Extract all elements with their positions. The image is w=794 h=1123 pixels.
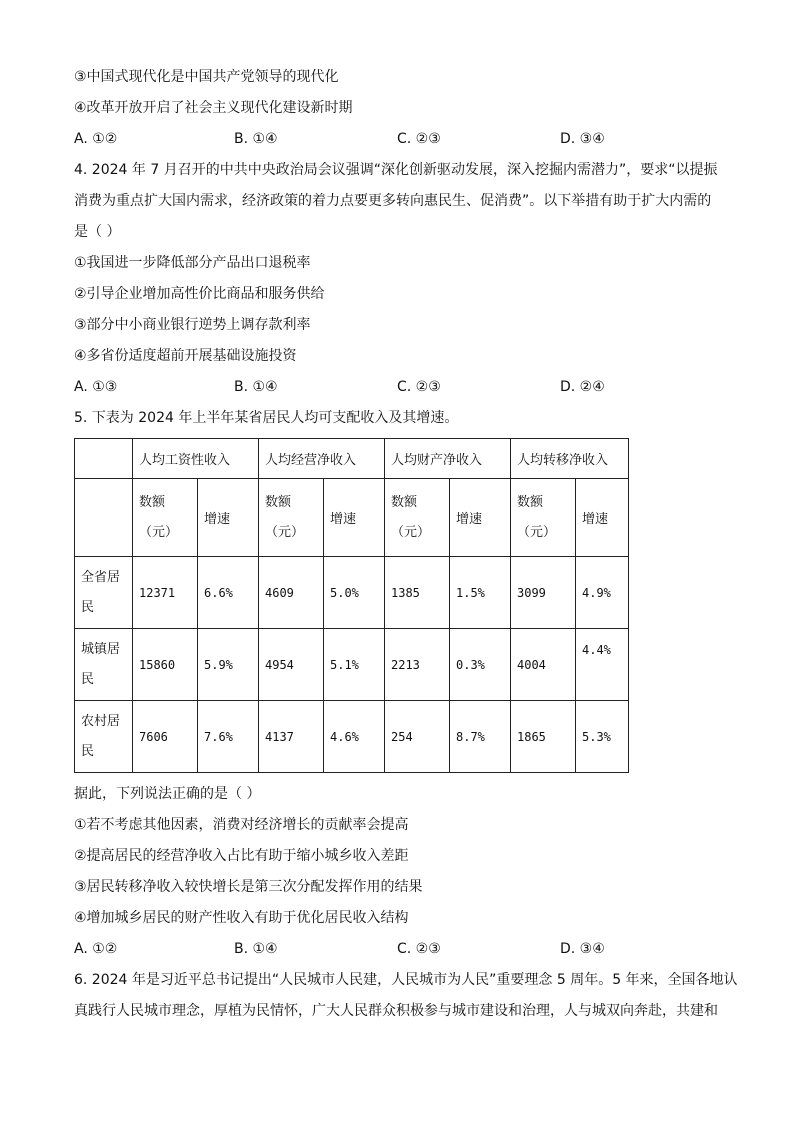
q5-item-1: ①若不考虑其他因素，消费对经济增长的贡献率会提高	[74, 817, 409, 833]
q4-option-b: B. ①④	[234, 379, 278, 395]
table-cell: 2213	[385, 629, 450, 701]
table-cell: 4.6%	[324, 701, 385, 773]
table-cell: 1.5%	[450, 557, 511, 629]
table-cell: 4609	[259, 557, 324, 629]
income-table	[74, 438, 629, 773]
table-cell: 0.3%	[450, 629, 511, 701]
q4-stem-line-2: 消费为重点扩大国内需求，经济政策的着力点要更多转向惠民生、促消费”。以下举措有助于扩大内需的	[74, 193, 712, 209]
q5-item-3: ③居民转移净收入较快增长是第三次分配发挥作用的结果	[74, 879, 423, 895]
table-cell: 5.1%	[324, 629, 385, 701]
table-cell: 1865	[511, 701, 576, 773]
table-corner-cell-2	[75, 479, 133, 557]
table-cell: 1385	[385, 557, 450, 629]
q3-options	[74, 124, 724, 155]
q5-option-c: C. ②③	[397, 941, 441, 957]
q4-stem-line-1: 4. 2024 年 7 月召开的中共中央政治局会议强调“深化创新驱动发展，深入挖掘内需潜力”，要求“以提振	[74, 162, 718, 178]
q4-stem-line-3: 是（ ）	[74, 224, 121, 240]
q6-line-2: 真践行人民城市理念，厚植为民情怀，广大人民群众积极参与城市建设和治理，人与城双向奔赴，共建和	[74, 1003, 718, 1019]
subheader-amount: 数额 （元）	[259, 479, 324, 557]
table-cell: 4954	[259, 629, 324, 701]
q5-option-d: D. ③④	[560, 941, 605, 957]
table-cell: 5.0%	[324, 557, 385, 629]
q4-option-d: D. ②④	[560, 379, 605, 395]
subheader-amount: 数额 （元）	[385, 479, 450, 557]
table-cell: 5.3%	[576, 701, 629, 773]
table-header-row	[75, 439, 629, 479]
q3-option-b: B. ①④	[234, 131, 278, 147]
q5-question: 据此，下列说法正确的是（ ）	[74, 786, 261, 802]
subheader-growth: 增速	[324, 479, 385, 557]
table-subheader-row	[75, 479, 629, 557]
q5-item-4: ④增加城乡居民的财产性收入有助于优化居民收入结构	[74, 910, 409, 926]
table-cell: 254	[385, 701, 450, 773]
table-row-rural	[75, 701, 629, 773]
subheader-growth: 增速	[450, 479, 511, 557]
table-row-urban	[75, 629, 629, 701]
q5-stem: 5. 下表为 2024 年上半年某省居民人均可支配收入及其增速。	[74, 410, 459, 426]
q6-line-1: 6. 2024 年是习近平总书记提出“人民城市人民建，人民城市为人民”重要理念 5 周年。5 年来，全国各地认	[74, 972, 738, 988]
row-label: 农村居 民	[75, 701, 133, 773]
subheader-growth: 增速	[576, 479, 629, 557]
q3-option-d: D. ③④	[560, 131, 605, 147]
table-cell: 3099	[511, 557, 576, 629]
table-cell: 4.4%	[576, 629, 629, 701]
subheader-growth: 增速	[198, 479, 259, 557]
q3-option-c: C. ②③	[397, 131, 441, 147]
header-wage-income: 人均工资性收入	[133, 439, 259, 479]
row-label: 城镇居 民	[75, 629, 133, 701]
q3-option-a: A. ①②	[74, 131, 118, 147]
q5-option-b: B. ①④	[234, 941, 278, 957]
table-cell: 5.9%	[198, 629, 259, 701]
row-label: 全省居 民	[75, 557, 133, 629]
q5-option-a: A. ①②	[74, 941, 118, 957]
q4-item-3: ③部分中小商业银行逆势上调存款利率	[74, 317, 311, 333]
table-row-province	[75, 557, 629, 629]
q4-option-a: A. ①③	[74, 379, 118, 395]
table-cell: 4004	[511, 629, 576, 701]
table-cell: 7606	[133, 701, 198, 773]
header-business-income: 人均经营净收入	[259, 439, 385, 479]
table-cell: 8.7%	[450, 701, 511, 773]
q4-option-c: C. ②③	[397, 379, 441, 395]
q4-item-2: ②引导企业增加高性价比商品和服务供给	[74, 286, 325, 302]
subheader-amount: 数额 （元）	[133, 479, 198, 557]
q4-options	[74, 372, 724, 403]
q5-item-2: ②提高居民的经营净收入占比有助于缩小城乡收入差距	[74, 848, 409, 864]
q4-item-1: ①我国进一步降低部分产品出口退税率	[74, 255, 311, 271]
table-cell: 15860	[133, 629, 198, 701]
table-cell: 6.6%	[198, 557, 259, 629]
table-cell: 12371	[133, 557, 198, 629]
q4-item-4: ④多省份适度超前开展基础设施投资	[74, 348, 297, 364]
header-transfer-income: 人均转移净收入	[511, 439, 629, 479]
table-cell: 4.9%	[576, 557, 629, 629]
table-cell: 7.6%	[198, 701, 259, 773]
subheader-amount: 数额 （元）	[511, 479, 576, 557]
header-property-income: 人均财产净收入	[385, 439, 511, 479]
table-cell: 4137	[259, 701, 324, 773]
q3-item-4: ④改革开放开启了社会主义现代化建设新时期	[74, 100, 353, 116]
document-page	[74, 62, 738, 1027]
q5-options	[74, 934, 724, 965]
table-corner-cell	[75, 439, 133, 479]
q3-item-3: ③中国式现代化是中国共产党领导的现代化	[74, 69, 339, 85]
